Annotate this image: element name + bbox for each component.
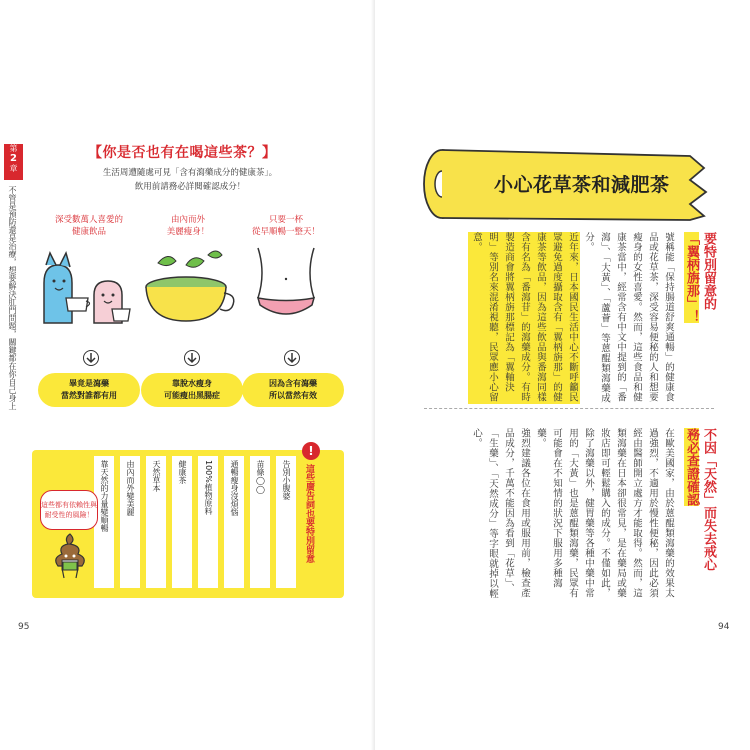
chapter-number: 2 xyxy=(10,153,17,164)
body-paragraph: 在歐美國家，由於蒽醌類瀉藥的效果太過強烈，不適用於慢性便秘，因此必須經由醫師開立處方才能取得。然而，這類瀉藥在日本卻很常見，是在藥局或藥妝店即可輕鬆購入的成分。不僅如此，除了瀉藥以外，健胃藥等各種中藥中常用的「大黃」也是蒽醌類瀉藥，民眾有可能會在不知情的狀況下服用多種瀉藥。 xyxy=(535,428,674,598)
caption-line: 由內而外 xyxy=(170,215,205,225)
section-body xyxy=(424,232,676,404)
warning-title: 這些廣告詞也要特別留意 xyxy=(304,464,314,563)
caption-line: 從早順暢一整天！ xyxy=(251,227,320,237)
speech-bubble: 這些都有依賴性與耐受性的風險！ xyxy=(40,490,98,530)
ad-phrase xyxy=(276,456,296,588)
panel-result xyxy=(141,373,243,407)
tea-cup-illustration xyxy=(138,243,238,328)
ad-phrase xyxy=(146,456,166,588)
ad-phrase xyxy=(120,456,140,588)
body-paragraph: 強烈建議各位在食用或服用前，檢查產品成分，千萬不能因為看到「花草」、「生藥」、「天然成分」等字眼就掉以輕心。 xyxy=(471,428,530,599)
panel-caption xyxy=(44,214,134,238)
right-page-title: 小心花草茶和減肥茶 xyxy=(494,174,670,196)
poop-character-illustration xyxy=(50,530,90,580)
exclamation-icon: ! xyxy=(302,442,320,460)
result-line: 靠脫水瘦身 xyxy=(172,379,212,388)
result-line: 因為含有瀉藥 xyxy=(269,379,317,388)
down-arrow-icon xyxy=(184,350,200,368)
section-divider xyxy=(424,408,714,409)
intro-line: 生活周遭隨處可見「含有瀉藥成分的健康茶」。 xyxy=(102,168,278,178)
down-arrow-icon xyxy=(284,350,300,368)
ad-phrase-text: 通暢瘦身沒煩惱 xyxy=(230,460,239,516)
caption-line: 美麗瘦身！ xyxy=(166,227,210,237)
caption-line: 健康飲品 xyxy=(71,227,106,237)
section-title-line: 務必查證確認 xyxy=(684,428,699,506)
chapter-label: 第 xyxy=(9,144,18,153)
result-line: 所以當然有效 xyxy=(269,391,317,400)
ad-phrase xyxy=(224,456,244,588)
left-page-title: 【你是否也有在喝這些茶？】 xyxy=(88,145,277,161)
result-line: 畢竟是瀉藥 xyxy=(69,379,109,388)
intro-line: 飲用前請務必詳閱確認成分！ xyxy=(134,182,246,192)
ad-phrase-text: 靠天然的力量變順暢 xyxy=(100,460,109,532)
intro-text xyxy=(90,166,290,194)
ad-phrase-text: 由內而外變美麗 xyxy=(126,460,135,516)
panel-caption xyxy=(241,214,331,238)
page-number: 94 xyxy=(718,622,730,632)
panel-result xyxy=(242,373,344,407)
section-title-line: 要特別留意的 xyxy=(701,232,716,310)
chapter-suffix: 章 xyxy=(9,164,18,173)
panel-result xyxy=(38,373,140,407)
section-title-line: 不因「天然」而失去戒心 xyxy=(701,428,716,571)
section-title xyxy=(683,428,717,608)
caption-line: 只要一杯 xyxy=(268,215,303,225)
section-body xyxy=(424,428,676,604)
happy-characters-illustration xyxy=(36,243,136,328)
panel-caption xyxy=(143,214,233,238)
result-line: 可能瘦出黑腸症 xyxy=(164,391,220,400)
ad-phrase-text: 苗條◯◯ xyxy=(256,460,265,494)
ad-phrase xyxy=(250,456,270,588)
caption-line: 深受數萬人喜愛的 xyxy=(54,215,123,225)
body-paragraph: 近年來，日本國民生活中心不斷呼籲民眾避免過度攝取含有「翼柄旃那」的健康茶等飲品，因為這些飲品與番瀉同樣含有名為「番瀉苷」的瀉藥成分。有時製造商會將翼柄旃那標記為「翼軸決明」等別名來混淆視聽，民眾應小心留意。 xyxy=(468,232,580,404)
down-arrow-icon xyxy=(83,350,99,368)
ad-phrase xyxy=(172,456,192,588)
slim-waist-illustration xyxy=(236,243,336,328)
ad-phrase-text: 天然草本 xyxy=(152,460,161,492)
result-line: 當然對誰都有用 xyxy=(61,391,117,400)
ad-phrase-text: 健康茶 xyxy=(178,460,187,484)
body-paragraph: 號稱能「保持腸道舒爽通暢」的健康食品或花草茶，深受容易便秘的人和想要瘦身的女性喜愛。然而，這些食品和健康茶當中，經常含有中文中提到的「番瀉」、「大黃」、「蘆薈」等蒽醌類瀉藥成分。 xyxy=(583,232,674,403)
section-title xyxy=(683,232,717,402)
ad-phrase xyxy=(198,456,218,588)
ad-phrase-text: 告別小腹婆 xyxy=(282,460,291,500)
ad-phrase-text: 100%植物原料 xyxy=(204,460,213,515)
chapter-tab xyxy=(4,144,23,180)
page-number: 95 xyxy=(18,622,30,632)
section-title-line: 「翼柄旃那」！ xyxy=(684,232,699,323)
chapter-side-note: 不管是預防還是治療，想要解決肛門問題，關鍵都在你自己身上 xyxy=(8,186,17,410)
